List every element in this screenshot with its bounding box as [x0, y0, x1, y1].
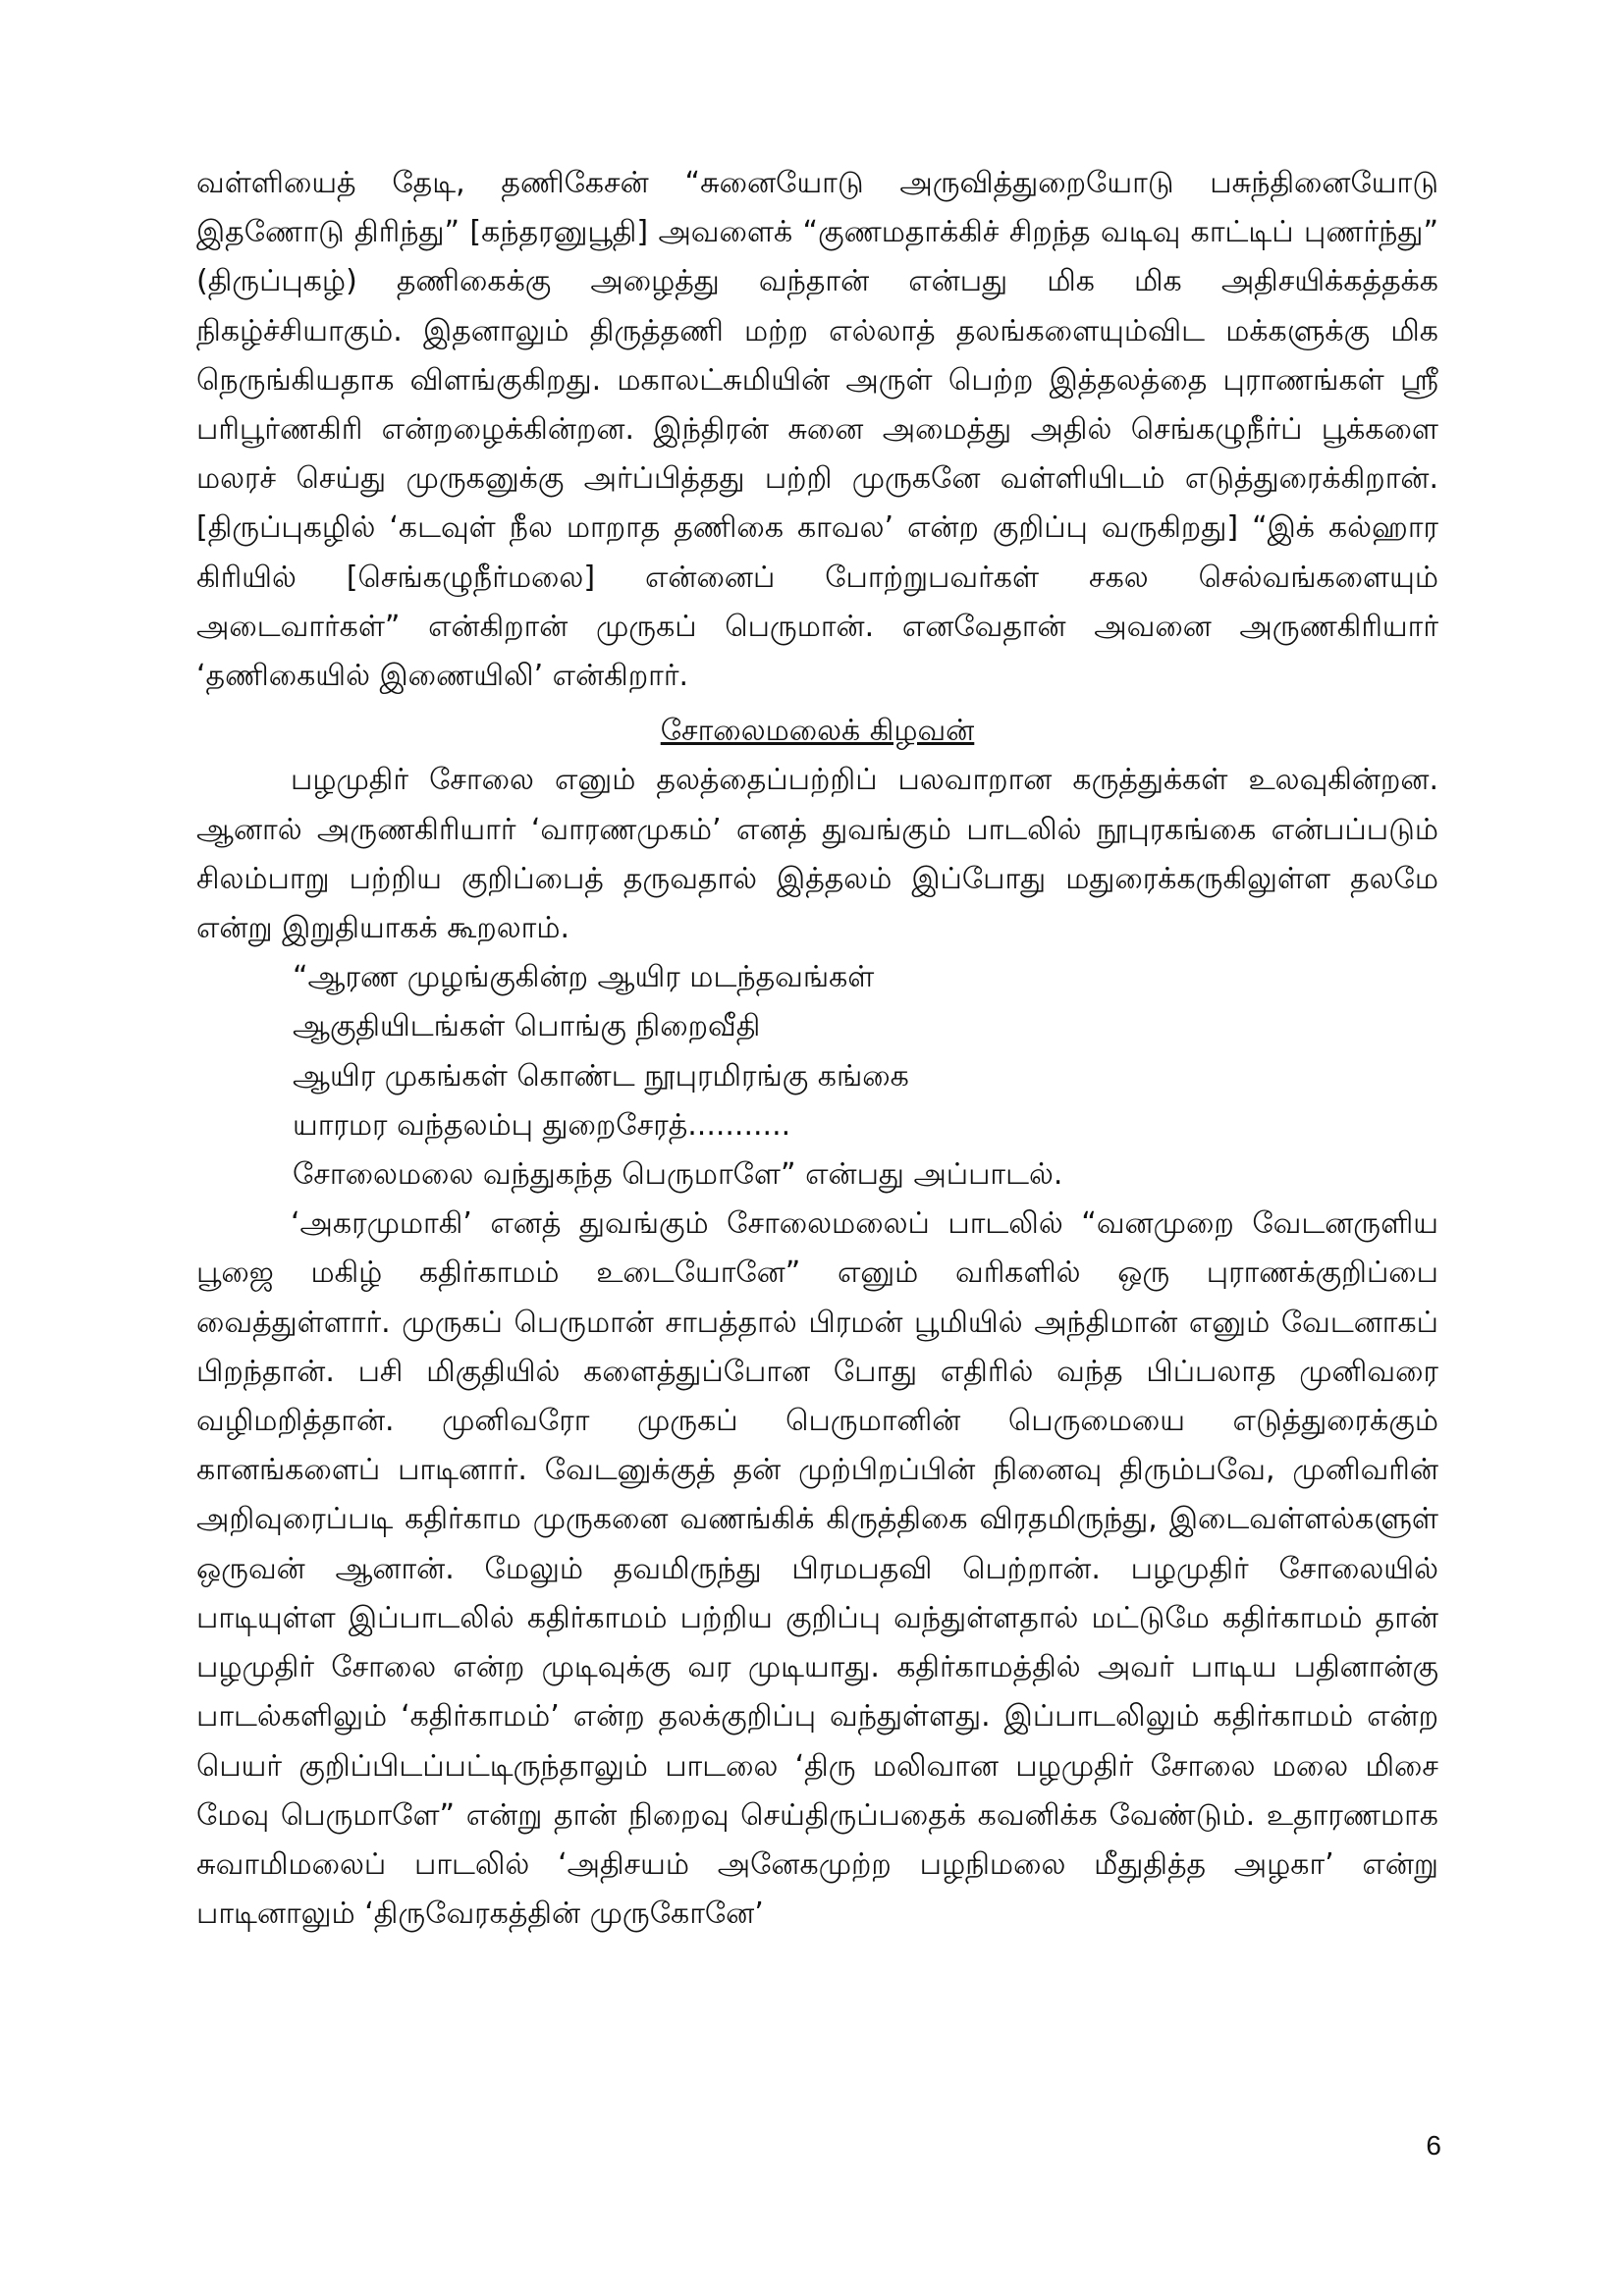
- paragraph-tiruttani: வள்ளியைத் தேடி, தணிகேசன் “சுனையோடு அருவித்துறையோடு பசுந்தினையோடு இதணோடு திரிந்து” [கந்தரனுபூதி] அவளைக் “குணமதாக்கிச் சிறந்த வடிவு காட்டிப் புணர்ந்து” (திருப்புகழ்) தணிகைக்கு அழைத்து வந்தான் என்பது மிக மிக அதிசயிக்கத்தக்க நிகழ்ச்சியாகும். இதனாலும் திருத்தணி மற்ற எல்லாத் தலங்களையும்விட மக்களுக்கு மிக நெருங்கியதாக விளங்குகிறது. மகாலட்சுமியின் அருள் பெற்ற இத்தலத்தை புராணங்கள் ஸ்ரீ பரிபூர்ணகிரி என்றழைக்கின்றன. இந்திரன் சுனை அமைத்து அதில் செங்கழுநீர்ப் பூக்களை மலரச் செய்து முருகனுக்கு அர்ப்பித்தது பற்றி முருகனே வள்ளியிடம் எடுத்துரைக்கிறான். [திருப்புகழில் ‘கடவுள் நீல மாறாத தணிகை காவல’ என்ற குறிப்பு வருகிறது] “இக் கல்ஹார கிரியில் [செங்கழுநீர்மலை] என்னைப் போற்றுபவர்கள் சகல செல்வங்களையும் அடைவார்கள்” என்கிறான் முருகப் பெருமான். எனவேதான் அவனை அருணகிரியார் ‘தணிகையில் இணையிலி’ என்கிறார்.: [196, 166, 1438, 694]
- page-body: [196, 159, 1438, 1939]
- paragraph-kathirkamam: ‘அகரமுமாகி’ எனத் துவங்கும் சோலைமலைப் பாடலில் “வனமுறை வேடனருளிய பூஜை மகிழ் கதிர்காமம் உடையோனே” எனும் வரிகளில் ஒரு புராணக்குறிப்பை வைத்துள்ளார். முருகப் பெருமான் சாபத்தால் பிரமன் பூமியில் அந்திமான் எனும் வேடனாகப் பிறந்தான். பசி மிகுதியில் களைத்துப்போன போது எதிரில் வந்த பிப்பலாத முனிவரை வழிமறித்தான். முனிவரோ முருகப் பெருமானின் பெருமையை எடுத்துரைக்கும் கானங்களைப் பாடினார். வேடனுக்குத் தன் முற்பிறப்பின் நினைவு திரும்பவே, முனிவரின் அறிவுரைப்படி கதிர்காம முருகனை வணங்கிக் கிருத்திகை விரதமிருந்து, இடைவள்ளல்களுள் ஒருவன் ஆனான். மேலும் தவமிருந்து பிரமபதவி பெற்றான். பழமுதிர் சோலையில் பாடியுள்ள இப்பாடலில் கதிர்காமம் பற்றிய குறிப்பு வந்துள்ளதால் மட்டுமே கதிர்காமம் தான் பழமுதிர் சோலை என்ற முடிவுக்கு வர முடியாது. கதிர்காமத்தில் அவர் பாடிய பதினான்கு பாடல்களிலும் ‘கதிர்காமம்’ என்ற தலக்குறிப்பு வந்துள்ளது. இப்பாடலிலும் கதிர்காமம் என்ற பெயர் குறிப்பிடப்பட்டிருந்தாலும் பாடலை ‘திரு மலிவான பழமுதிர் சோலை மலை மிசை மேவு பெருமாளே” என்று தான் நிறைவு செய்திருப்பதைக் கவனிக்க வேண்டும். உதாரணமாக சுவாமிமலைப் பாடலில் ‘அதிசயம் அனேகமுற்ற பழநிமலை மீதுதித்த அழகா’ என்று பாடினாலும் ‘திருவேரகத்தின் முருகோனே’: [196, 1206, 1438, 1932]
- section-heading: சோலைமலைக் கிழவன்: [660, 714, 975, 749]
- verse-line: சோலைமலை வந்துகந்த பெருமாளே” என்பது அப்பாடல்.: [293, 1157, 1063, 1193]
- page-number: 6: [1426, 2130, 1441, 2161]
- paragraph-pazhamudhir-solai: பழமுதிர் சோலை எனும் தலத்தைப்பற்றிப் பலவாறான கருத்துக்கள் உலவுகின்றன. ஆனால் அருணகிரியார் ‘வாரணமுகம்’ எனத் துவங்கும் பாடலில் நூபுரகங்கை என்பப்படும் சிலம்பாறு பற்றிய குறிப்பைத் தருவதால் இத்தலம் இப்போது மதுரைக்கருகிலுள்ள தலமே என்று இறுதியாகக் கூறலாம்.: [196, 763, 1438, 946]
- verse-line: ஆகுதியிடங்கள் பொங்கு நிறைவீதி: [293, 1009, 761, 1044]
- verse-line: “ஆரண முழங்குகின்ற ஆயிர மடந்தவங்கள்: [293, 960, 875, 995]
- verse-line: யாரமர வந்தலம்பு துறைசேரத்...........: [293, 1107, 791, 1143]
- verse-line: ஆயிர முகங்கள் கொண்ட நூபுரமிரங்கு கங்கை: [293, 1058, 909, 1094]
